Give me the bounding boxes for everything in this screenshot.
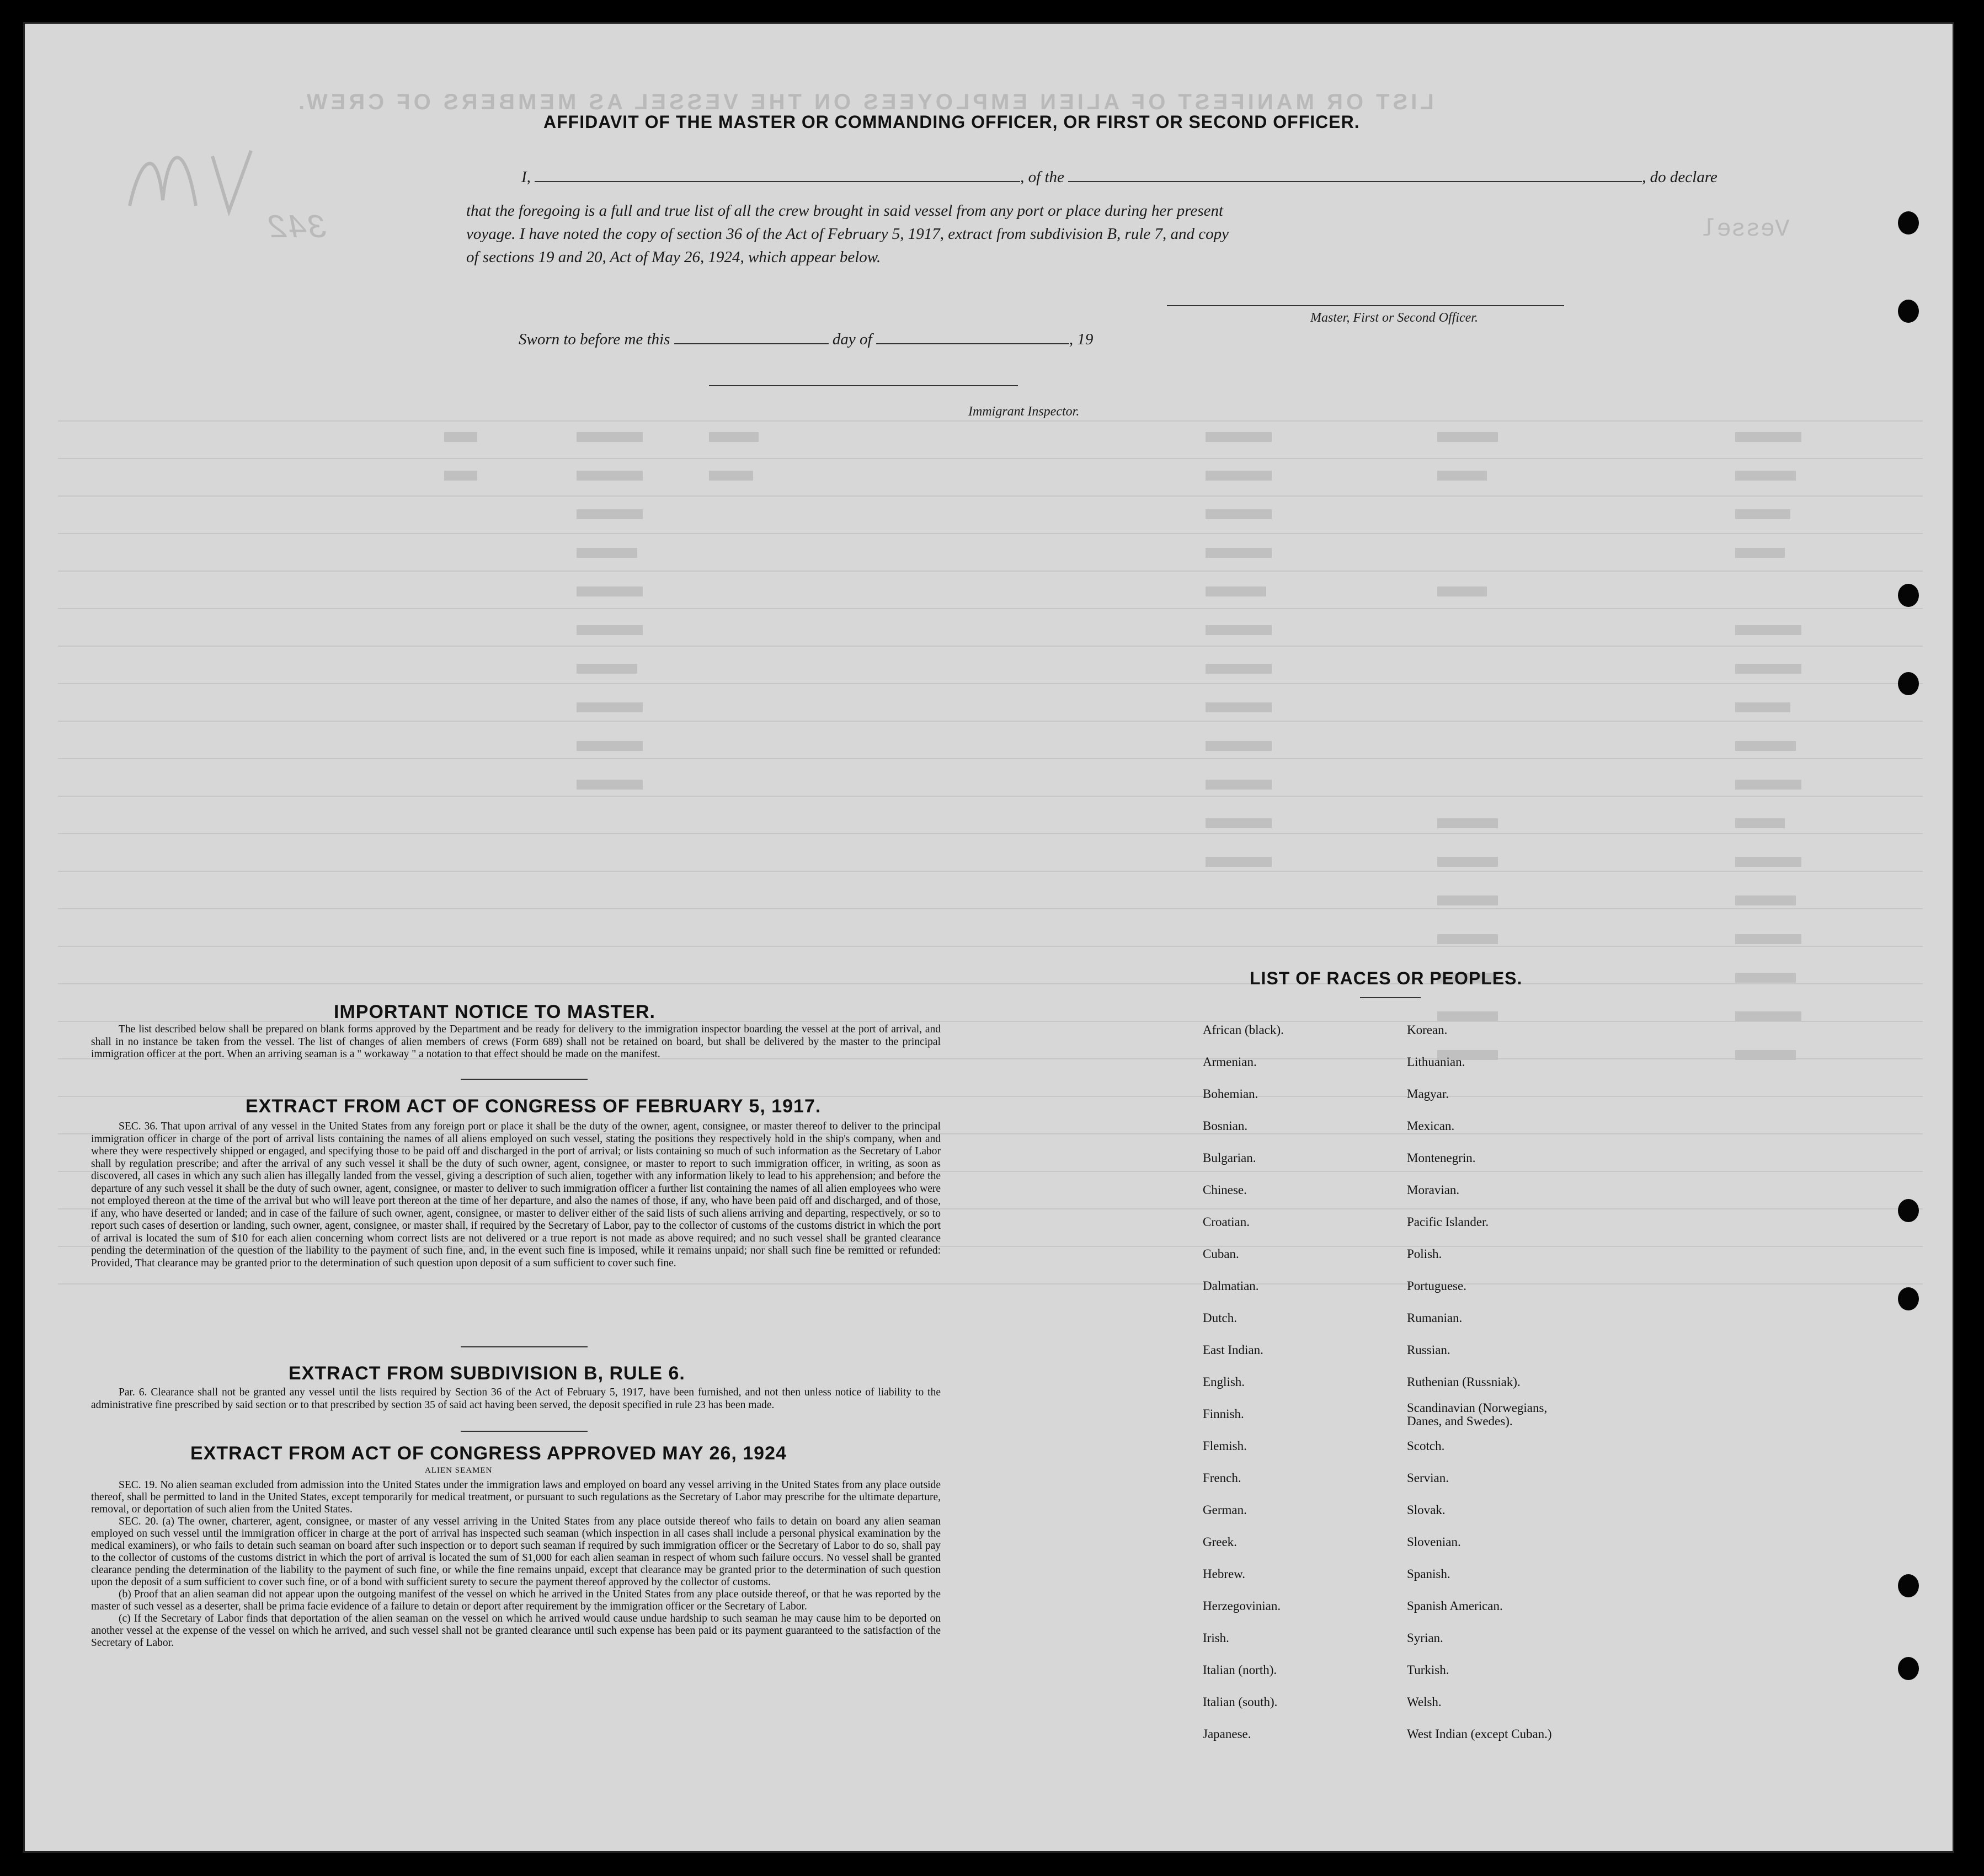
race-item: English.: [1203, 1375, 1245, 1389]
affidavit-text-line: that the foregoing is a full and true list of all the crew brought in said vessel from any port or place during her present: [466, 202, 1224, 220]
extract-1924-paragraph: SEC. 20. (a) The owner, charterer, agent, consignee, or master of any vessel arriving in the United States from any place outside thereof who fails to detain on board any alien seaman employed on such vessel until the immigration officer in charge at the port of arrival has inspected such seaman (which inspection in all cases shall include a personal physical examination by the medical examiners), or who fails to detain such seaman on board after such inspection or to deport such seaman if required by such immigration officer or the Secretary of Labor to do so, shall pay to the collector of customs of the customs district in which the port of arrival is located the sum of $1,000 for each alien seaman in respect of whom such failure occurs. No vessel shall be granted clearance pending the determination of the liability to the payment of such fine, or while the fine remains unpaid, except that clearance may be granted prior to the determination of such question upon the deposit of a sum sufficient to cover such fine, or of a bond with sufficient surety to secure the payment thereof approved by the collector of customs.: [91, 1516, 941, 1588]
race-item: East Indian.: [1203, 1343, 1263, 1357]
affidavit-title: AFFIDAVIT OF THE MASTER OR COMMANDING OFFICER, OR FIRST OR SECOND OFFICER.: [543, 112, 1360, 132]
extract-1924-title: EXTRACT FROM ACT OF CONGRESS APPROVED MAY 26, 1924: [190, 1443, 787, 1464]
race-item: Ruthenian (Russniak).: [1407, 1375, 1521, 1389]
race-item: Cuban.: [1203, 1247, 1239, 1261]
master-signature-label: Master, First or Second Officer.: [1310, 311, 1478, 325]
race-item: Servian.: [1407, 1471, 1449, 1485]
inspector-signature-line[interactable]: [709, 385, 1018, 386]
race-item: German.: [1203, 1503, 1247, 1517]
race-item: Bohemian.: [1203, 1087, 1258, 1101]
declarant-name-field[interactable]: [535, 181, 1020, 182]
bleed-through-heading: LIST OR MANIFEST OF ALIEN EMPLOYEES ON THE VESSEL AS MEMBERS OF CREW.: [295, 90, 1434, 114]
race-item: Dalmatian.: [1203, 1279, 1259, 1293]
race-item: Pacific Islander.: [1407, 1215, 1489, 1229]
punch-hole: [1898, 211, 1919, 234]
extract-rule-text: [91, 1387, 941, 1411]
punch-hole: [1898, 1199, 1919, 1222]
race-item: Japanese.: [1203, 1727, 1251, 1741]
affidavit-declaration-line: [521, 168, 1718, 186]
race-item: Irish.: [1203, 1631, 1229, 1645]
bleed-through-vessel-label: Vessel: [1702, 216, 1790, 243]
affidavit-text-line: voyage. I have noted the copy of section 36 of the Act of February 5, 1917, extract from subdivision B, rule 7, and copy: [466, 225, 1229, 243]
of-the-label: , of the: [1020, 168, 1064, 186]
bleed-through-mark: 342: [268, 210, 328, 248]
race-item: French.: [1203, 1471, 1241, 1485]
race-item: Spanish American.: [1407, 1599, 1503, 1613]
race-item: Montenegrin.: [1407, 1151, 1476, 1165]
race-item: Scotch.: [1407, 1439, 1445, 1453]
affidavit-text-line: of sections 19 and 20, Act of May 26, 1924, which appear below.: [466, 248, 881, 266]
extract-1924-text: [91, 1479, 941, 1649]
race-item: Greek.: [1203, 1535, 1237, 1549]
race-item: Moravian.: [1407, 1183, 1460, 1197]
extract-1924-paragraph: (c) If the Secretary of Labor finds that deportation of the alien seaman on the vessel on which he arrived would cause undue hardship to such seaman he may cause him to be deported on another vessel at the expense of the vessel on which he arrived, and such vessel shall not be granted clearance until such expense has been paid or its payment guaranteed to the satisfaction of the Secretary of Labor.: [91, 1613, 941, 1649]
punch-hole: [1898, 1657, 1919, 1680]
race-item: Polish.: [1407, 1247, 1442, 1261]
race-item: Bulgarian.: [1203, 1151, 1256, 1165]
punch-hole: [1898, 1574, 1919, 1597]
race-item: Mexican.: [1407, 1119, 1455, 1133]
sworn-label: Sworn to before me this: [519, 331, 670, 348]
extract-1917-text: [91, 1121, 941, 1270]
manifest-page: [23, 22, 1954, 1853]
race-item: Hebrew.: [1203, 1567, 1246, 1581]
year-label: , 19: [1069, 331, 1094, 348]
races-right-column: [1407, 1014, 1572, 1750]
race-item: Slovak.: [1407, 1503, 1446, 1517]
day-of-label: day of: [832, 331, 872, 348]
race-item: Armenian.: [1203, 1055, 1257, 1069]
race-item: Italian (south).: [1203, 1695, 1278, 1709]
races-title: LIST OF RACES OR PEOPLES.: [1250, 968, 1523, 988]
race-item: Bosnian.: [1203, 1119, 1248, 1133]
sworn-month-field[interactable]: [876, 343, 1069, 344]
master-signature-line[interactable]: [1167, 305, 1564, 306]
punch-hole: [1898, 300, 1919, 323]
extract-rule-paragraph: Par. 6. Clearance shall not be granted any vessel until the lists required by Section 36 of the Act of February 5, 1917, have been furnished, and not then unless notice of liability to the administrative fine prescribed by said section or to that prescribed by section 35 of said act having been served, the deposit specified in rule 23 has been made.: [91, 1387, 941, 1411]
notice-paragraph: The list described below shall be prepared on blank forms approved by the Department and be ready for delivery to the immigration inspector boarding the vessel at the port of arrival, and shall in no instance be taken from the vessel. The list of changes of alien members of crews (Form 689) shall not be retained on board, but shall be delivered by the master to the principal immigration officer at the port. When an arriving seaman is a " workaway " a notation to that effect should be made on the manifest.: [91, 1024, 941, 1060]
race-item: Syrian.: [1407, 1631, 1443, 1645]
race-item: Magyar.: [1407, 1087, 1449, 1101]
race-item: Slovenian.: [1407, 1535, 1461, 1549]
notice-text: [91, 1024, 941, 1061]
race-item: Finnish.: [1203, 1407, 1244, 1421]
punch-hole: [1898, 584, 1919, 607]
punch-hole: [1898, 1287, 1919, 1310]
section-divider: [461, 1431, 588, 1432]
notice-title: IMPORTANT NOTICE TO MASTER.: [334, 1001, 655, 1022]
race-item: Welsh.: [1407, 1695, 1442, 1709]
race-item: Scandinavian (Norwegians, Danes, and Swedes).: [1407, 1401, 1548, 1428]
race-item: Korean.: [1407, 1023, 1448, 1037]
extract-1924-paragraph: (b) Proof that an alien seaman did not appear upon the outgoing manifest of the vessel on which he arrived in the United States from any place outside thereof, or that he was reported by the master of such vessel as a deserter, shall be prima facie evidence of a failure to detain or deport after requirement by the immigration officer or the Secretary of Labor.: [91, 1589, 941, 1612]
extract-rule-title: EXTRACT FROM SUBDIVISION B, RULE 6.: [289, 1363, 685, 1384]
race-item: Flemish.: [1203, 1439, 1247, 1453]
do-declare-label: , do declare: [1642, 168, 1718, 186]
race-item: Croatian.: [1203, 1215, 1250, 1229]
race-item: Turkish.: [1407, 1663, 1449, 1677]
declarant-label: I,: [521, 168, 531, 186]
punch-hole: [1898, 672, 1919, 695]
sworn-day-field[interactable]: [674, 343, 829, 344]
section-divider: [461, 1079, 588, 1080]
race-item: Italian (north).: [1203, 1663, 1277, 1677]
race-item: West Indian (except Cuban.): [1407, 1727, 1552, 1741]
extract-1924-paragraph: SEC. 19. No alien seaman excluded from admission into the United States under the immigration laws and employed on board any vessel arriving in the United States from any place outside thereof, shall be permitted to land in the United States, except temporarily for medical treatment, or pursuant to such regulations as the Secretary of Labor may prescribe for the ultimate departure, removal, or deportation of such alien from the United States.: [91, 1479, 941, 1515]
race-item: Russian.: [1407, 1343, 1450, 1357]
vessel-name-field[interactable]: [1068, 181, 1642, 182]
extract-1917-paragraph: SEC. 36. That upon arrival of any vessel in the United States from any foreign port or place it shall be the duty of the owner, agent, consignee, or master thereof to deliver to the principal immigration officer in charge of the port of arrival lists containing the names of all aliens employed on such vessel, stating the positions they respectively hold in the ship's company, when and where they were respectively shipped or engaged, and specifying those to be paid off and discharged in the port of arrival; or lists containing so much of such information as the Secretary of Labor shall by regulation prescribe; and after the arrival of any such vessel it shall be the duty of such owner, agent, consignee, or master to report to such immigration officer, in writing, as soon as discovered, all cases in which any such alien has illegally landed from the vessel, giving a description of such alien, together with any information likely to lead to his apprehension; and before the departure of any such vessel it shall be the duty of such owner, agent, consignee, or master to deliver to such immigration officer a further list containing the names of all alien employees who were not employed thereon at the time of the arrival but who will leave port thereon at the time of her departure, and also the names of those, if any, who have been paid off and discharged, and of those, if any, who have deserted or landed; and in case of the failure of such owner, agent, consignee, or master to deliver either of the said lists of such aliens arriving and departing, respectively, or so to report such cases of desertion or landing, such owner, agent, consignee, or master shall, if required by the Secretary of Labor, pay to the collector of customs of the customs district in which the port of arrival is located the sum of $10 for each alien concerning whom correct lists are not delivered or a true report is not made as above required; and no such vessel shall be granted clearance pending the determination of the question of the liability to the payment of such fine, and, in the event such fine is imposed, while it remains unpaid; nor shall such fine be remitted or refunded: Provided, That clearance may be granted prior to the determination of such question upon deposit of a sum sufficient to cover such fine.: [91, 1121, 941, 1269]
bleed-through-scribble: [119, 123, 262, 233]
section-divider: [461, 1346, 588, 1347]
race-item: Herzegovinian.: [1203, 1599, 1281, 1613]
extract-1917-title: EXTRACT FROM ACT OF CONGRESS OF FEBRUARY 5, 1917.: [246, 1096, 822, 1117]
race-item: Spanish.: [1407, 1567, 1450, 1581]
sworn-line: [519, 331, 1093, 349]
section-divider: [1360, 997, 1421, 998]
race-item: Rumanian.: [1407, 1311, 1463, 1325]
race-item: Lithuanian.: [1407, 1055, 1465, 1069]
race-item: Portuguese.: [1407, 1279, 1466, 1293]
race-item: Dutch.: [1203, 1311, 1237, 1325]
races-left-column: [1203, 1014, 1284, 1750]
race-item: Chinese.: [1203, 1183, 1247, 1197]
inspector-label: Immigrant Inspector.: [968, 404, 1080, 419]
extract-1924-subtitle: ALIEN SEAMEN: [425, 1466, 493, 1475]
race-item: African (black).: [1203, 1023, 1284, 1037]
